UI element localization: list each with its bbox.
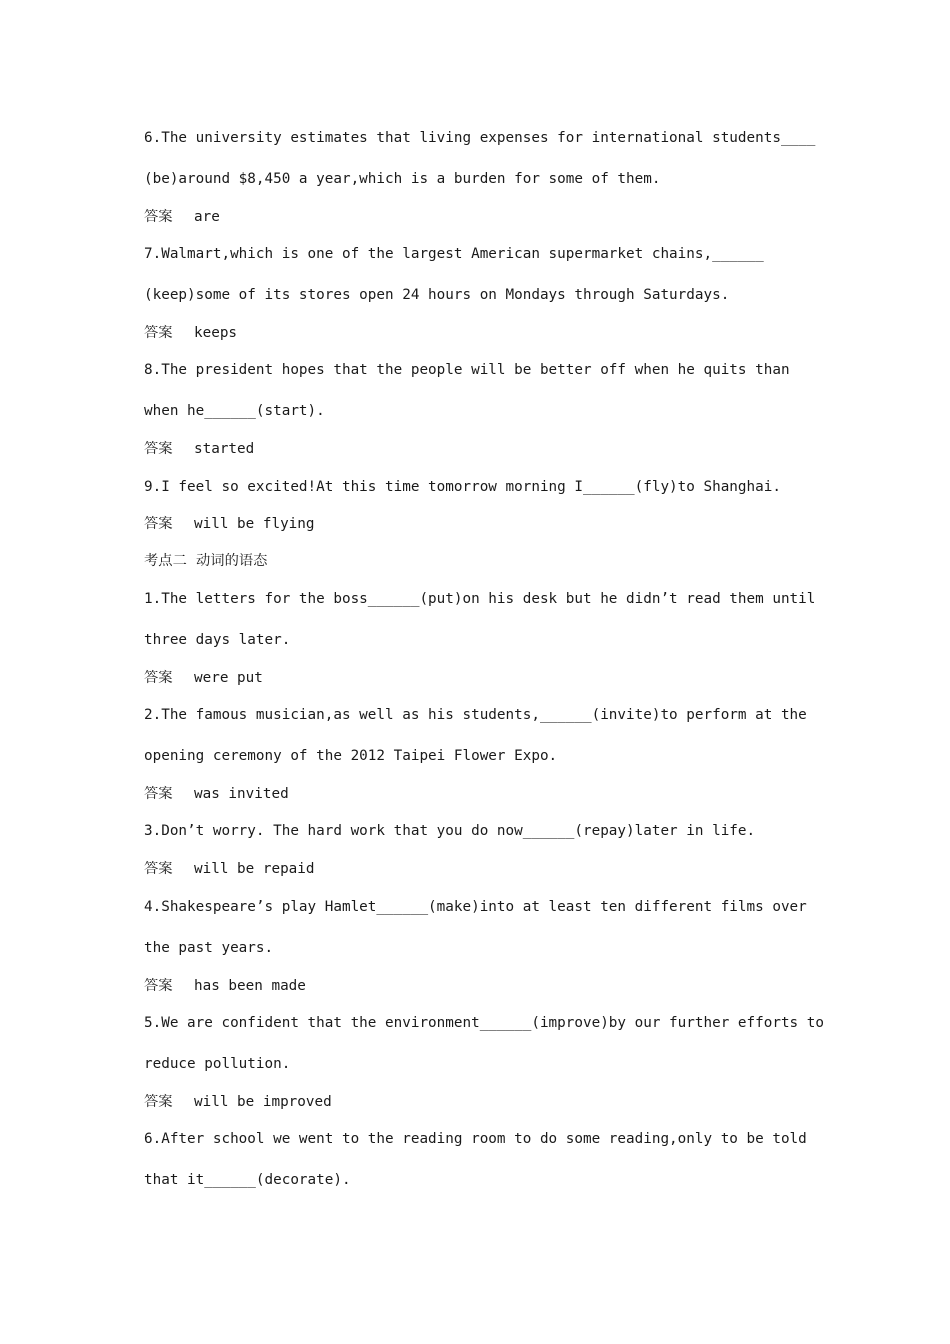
answer-text: started: [194, 441, 255, 457]
question-line: (keep)some of its stores open 24 hours on Mondays through Saturdays.: [144, 287, 730, 303]
question-line: 6.The university estimates that living expenses for international students____: [144, 130, 816, 146]
answer-label: 答案: [144, 861, 173, 877]
answer-line: [144, 859, 315, 879]
question-line: 5.We are confident that the environment______(improve)by our further efforts to: [144, 1015, 824, 1031]
answer-text: are: [194, 209, 220, 225]
answer-text: will be flying: [194, 516, 315, 532]
answer-label: 答案: [144, 1094, 173, 1110]
question-line: when he______(start).: [144, 403, 325, 419]
question-line: (be)around $8,450 a year,which is a burden for some of them.: [144, 171, 661, 187]
question-line: reduce pollution.: [144, 1056, 291, 1072]
answer-line: [144, 439, 254, 459]
answer-line: [144, 1092, 332, 1112]
answer-label: 答案: [144, 325, 173, 341]
answer-text: will be repaid: [194, 861, 315, 877]
answer-label: 答案: [144, 516, 173, 532]
answer-text: keeps: [194, 325, 238, 341]
answer-text: will be improved: [194, 1094, 332, 1110]
question-line: the past years.: [144, 940, 274, 956]
answer-line: [144, 668, 263, 688]
question-line: that it______(decorate).: [144, 1172, 351, 1188]
question-line: 9.I feel so excited!At this time tomorrow morning I______(fly)to Shanghai.: [144, 479, 781, 495]
answer-label: 答案: [144, 786, 173, 802]
answer-label: 答案: [144, 209, 173, 225]
question-line: 8.The president hopes that the people will be better off when he quits than: [144, 362, 790, 378]
question-line: three days later.: [144, 632, 291, 648]
answer-label: 答案: [144, 441, 173, 457]
answer-line: [144, 207, 220, 227]
answer-label: 答案: [144, 670, 173, 686]
answer-line: [144, 784, 289, 804]
answer-line: [144, 976, 306, 996]
answer-line: [144, 514, 315, 534]
question-line: 6.After school we went to the reading room to do some reading,only to be told: [144, 1131, 807, 1147]
question-line: 4.Shakespeare’s play Hamlet______(make)into at least ten different films over: [144, 899, 807, 915]
answer-text: were put: [194, 670, 263, 686]
question-line: 3.Don’t worry. The hard work that you do now______(repay)later in life.: [144, 823, 756, 839]
answer-line: [144, 323, 237, 343]
question-line: opening ceremony of the 2012 Taipei Flower Expo.: [144, 748, 558, 764]
answer-label: 答案: [144, 978, 173, 994]
answer-text: was invited: [194, 786, 289, 802]
question-line: 2.The famous musician,as well as his students,______(invite)to perform at the: [144, 707, 807, 723]
question-line: 1.The letters for the boss______(put)on his desk but he didn’t read them until: [144, 591, 816, 607]
question-line: 7.Walmart,which is one of the largest American supermarket chains,______: [144, 246, 764, 262]
section-heading: 考点二 动词的语态: [144, 553, 268, 569]
answer-text: has been made: [194, 978, 306, 994]
